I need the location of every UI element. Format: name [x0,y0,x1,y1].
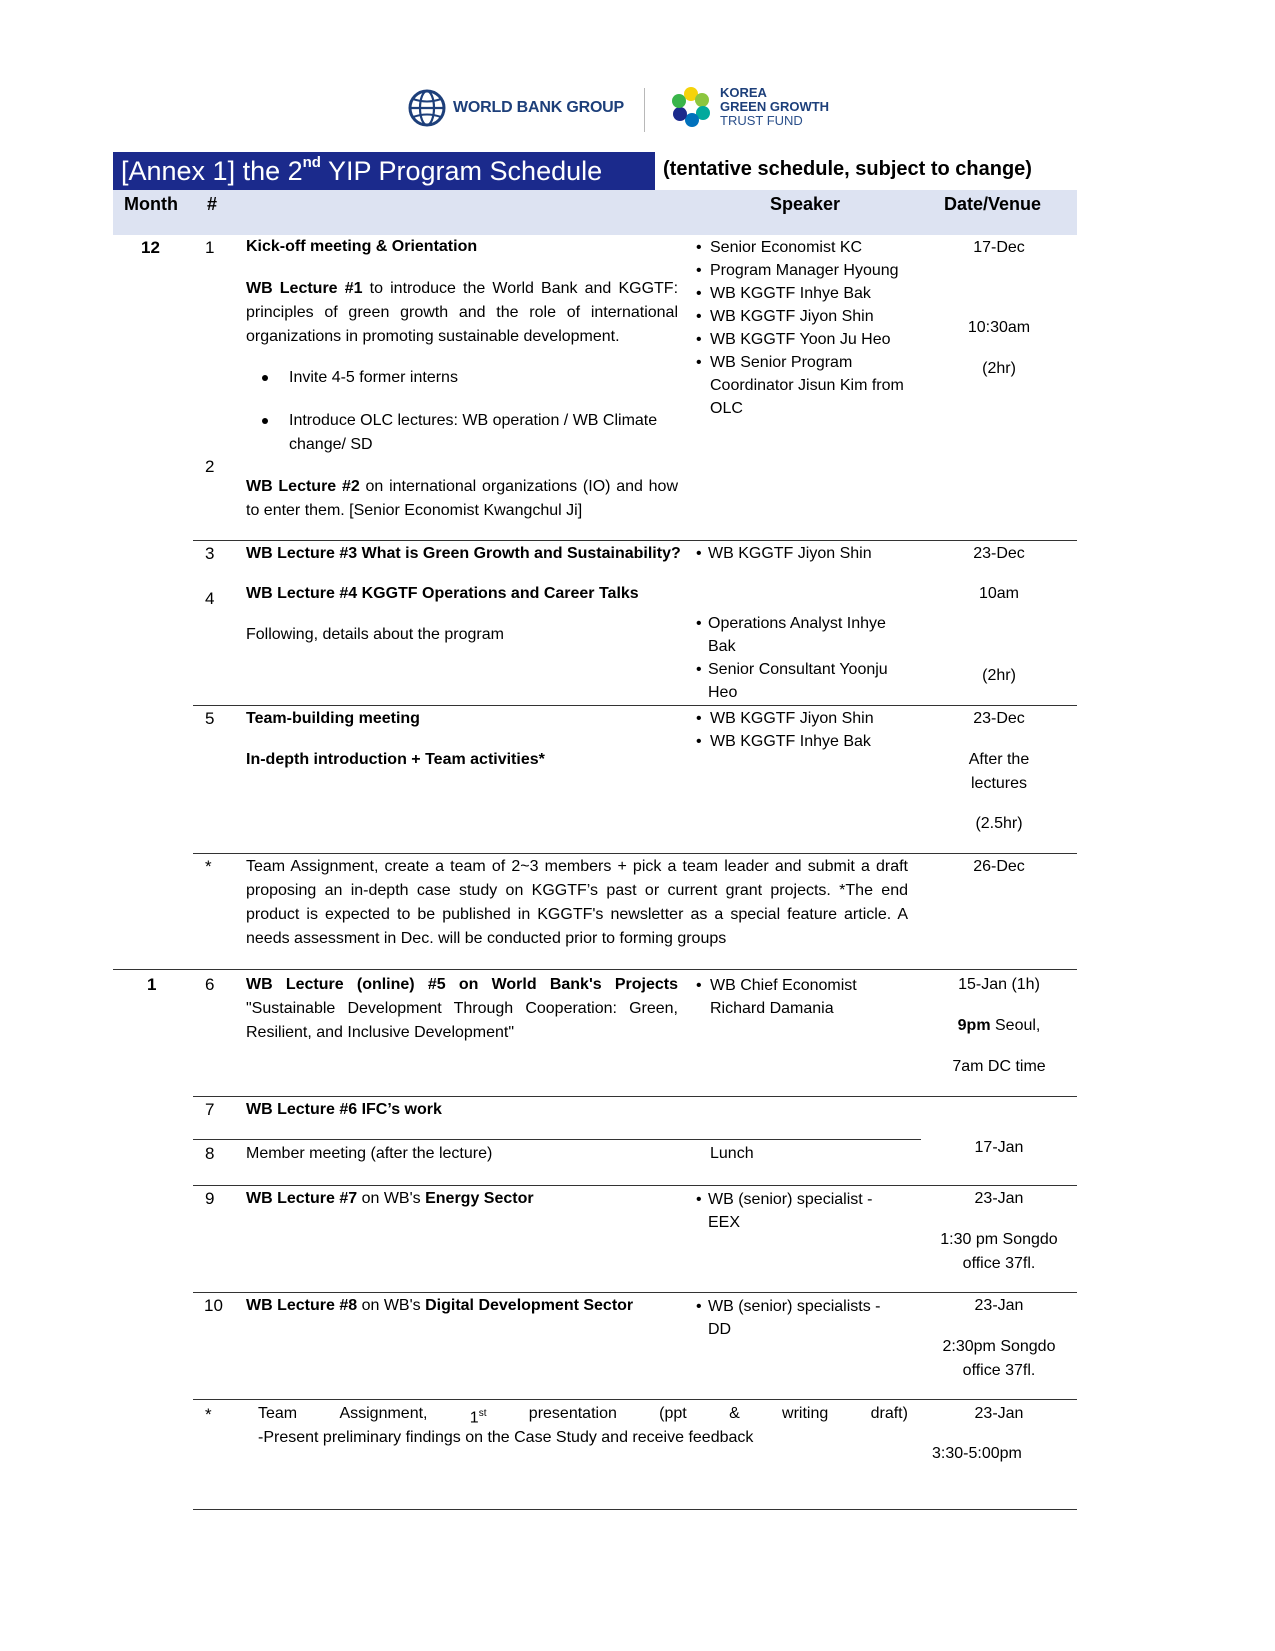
date-26-dec: 26-Dec [973,858,1025,875]
row-num-3: 3 [205,544,215,563]
table-bottom-rule [193,1509,1077,1510]
word-1st: 1st [469,1408,487,1427]
lecture-5-desc [246,973,678,1045]
date-17-dec: 17-Dec [973,239,1025,256]
time-after-lectures: After the lectures [968,751,1030,792]
time-330-500: 3:30-5:00pm [932,1445,1022,1462]
lecture-8-bold: WB Lecture #8 [246,1297,358,1314]
logo-divider [644,88,645,132]
header-month: Month [124,194,178,214]
word: draft) [870,1405,908,1422]
row-num-10: 10 [204,1296,223,1315]
row-divider [193,1399,1077,1400]
row-divider [193,1139,921,1140]
speaker-item: WB KGGTF Yoon Ju Heo [710,331,891,348]
kggtf-logo-line-1: KOREA [720,85,767,100]
venue-songdo-230: 2:30pm Songdo office 37fl. [942,1338,1056,1379]
speaker-item: WB Senior Program Coordinator Jisun Kim from OLC [710,354,904,417]
page-subtitle: (tentative schedule, subject to change) [663,158,1032,180]
speaker-item: WB KGGTF Jiyon Shin [708,545,872,562]
page-title [113,152,655,190]
row-num-8: 8 [205,1144,215,1163]
lunch-label: Lunch [710,1145,754,1162]
row-num-4: 4 [205,589,215,608]
speaker-lecture-8: • WB (senior) specialists -DD [696,1295,896,1341]
row-num-7: 7 [205,1100,215,1119]
duration-2hr: (2hr) [982,667,1016,684]
lecture-6-title: WB Lecture #6 IFC’s work [246,1101,442,1118]
lecture-1-desc [246,277,678,349]
time-1030: 10:30am [967,319,1031,336]
header-date: Date/Venue [944,194,1042,214]
time-dc: 7am DC time [952,1058,1046,1075]
world-bank-logo-text: WORLD BANK GROUP [453,99,625,116]
word: presentation [528,1405,617,1422]
row-num-6: 6 [205,975,215,994]
time-seoul: Seoul, [990,1017,1041,1034]
row-divider [193,705,1077,706]
time-9pm-seoul [924,1014,1074,1038]
month-12: 12 [141,238,160,257]
globe-icon [407,88,447,128]
speaker-item: Program Manager Hyoung [710,262,899,279]
lecture-8-title [246,1294,633,1318]
lecture-7-bold: WB Lecture #7 [246,1190,358,1207]
speaker-item: WB KGGTF Inhye Bak [710,733,871,750]
row-num-2: 2 [205,457,215,476]
speaker-item: WB KGGTF Inhye Bak [710,285,871,302]
member-meeting: Member meeting (after the lecture) [246,1145,493,1162]
lecture-5-bold: WB Lecture (online) #5 on World Bank's Projects [246,976,678,993]
speaker-item: Senior Consultant Yoonju Heo [708,661,888,701]
lecture-2-bold: WB Lecture #2 [246,478,360,495]
table-header [113,190,1077,235]
kggtf-flower-icon [668,84,714,130]
speaker-item: WB (senior) specialist -EEX [708,1191,873,1231]
row-divider [193,1096,1077,1097]
time-10am: 10am [978,585,1020,602]
word: (ppt [659,1405,687,1422]
lecture-1-bold: WB Lecture #1 [246,280,363,297]
lecture-8-mid: on WB's [357,1297,426,1314]
title-suffix: YIP Program Schedule [320,156,603,186]
speaker-item: WB KGGTF Jiyon Shin [710,308,874,325]
date-23-dec: 23-Dec [973,710,1025,727]
row-num-star: * [205,857,212,876]
team-building-sub: In-depth introduction + Team activities* [246,751,545,768]
lecture-5-rest: "Sustainable Development Through Cooperation: Green, Resilient, and Inclusive Development" [246,1000,678,1041]
kggtf-logo-line-3: TRUST FUND [720,113,803,128]
kggtf-logo-line-2: GREEN GROWTH [720,99,830,114]
header-speaker: Speaker [770,194,841,214]
speaker-lecture-3: • WB KGGTF Jiyon Shin [696,542,910,565]
row-num-9: 9 [205,1189,215,1208]
row-divider [193,540,1077,541]
date-15-jan: 15-Jan (1h) [958,976,1040,993]
speaker-lecture-5: • WB Chief Economist Richard Damania [696,974,896,1020]
header-num: # [207,194,218,214]
bullet-former-interns-text: Invite 4-5 former interns [289,369,458,386]
team-assignment-text: Team Assignment, create a team of 2~3 members + pick a team leader and submit a draft proposing an in-depth case study on KGGTF’s past or current grant projects. *The end product is expected to be published in KGGTF's newsletter as a special feature article. A needs assessment in Dec. will be conducted prior to forming groups [246,858,908,947]
speaker-lecture-7: • WB (senior) specialist -EEX [696,1188,886,1234]
speakers-lecture-4: • Operations Analyst Inhye Bak • Senior Consultant Yoonju Heo [696,612,910,704]
word: & [729,1405,740,1422]
time-9pm: 9pm [957,1017,991,1034]
month-1: 1 [147,975,157,994]
venue-songdo-130: 1:30 pm Songdo office 37fl. [940,1231,1058,1272]
row-divider [193,853,1077,854]
speaker-item: Operations Analyst Inhye Bak [708,615,886,655]
speaker-item: WB Chief Economist Richard Damania [710,977,857,1017]
lecture-2-desc [246,475,678,523]
kickoff-title: Kick-off meeting & Orientation [246,238,478,255]
following-details: Following, details about the program [246,626,504,643]
lecture-2-rest: on international organizations (IO) and how to enter them. [Senior Economist Kwangchul Ji] [246,478,679,519]
row-num-star: * [205,1405,212,1424]
team-building-title: Team-building meeting [246,710,420,727]
presentation-line-2: -Present preliminary findings on the Case Study and receive feedback [258,1429,754,1446]
title-prefix: [Annex 1] the 2 [121,156,303,186]
world-bank-logo [407,88,624,128]
duration-2-5hr: (2.5hr) [975,815,1023,832]
kggtf-logo [668,84,829,130]
word: writing [782,1405,829,1422]
speaker-item: WB (senior) specialists -DD [708,1298,881,1338]
speaker-item: WB KGGTF Jiyon Shin [710,710,874,727]
word: Team [258,1405,298,1422]
date-23-dec: 23-Dec [973,545,1025,562]
lecture-7-sector: Energy Sector [425,1190,534,1207]
lecture-1-rest: to introduce the World Bank and KGGTF: principles of green growth and the role of international organizations in promoting sustainable development. [246,280,679,345]
date-23-jan: 23-Jan [974,1405,1024,1422]
speakers-list-1: • Senior Economist KC • Program Manager Hyoung • WB KGGTF Inhye Bak • WB KGGTF Jiyon Shin • WB KGGTF Yoon Ju Heo • WB Senior Program Coordinator Jisun Kim from OLC [696,236,916,420]
title-sup: nd [302,154,321,171]
word: Assignment, [339,1405,428,1422]
row-divider [193,1292,1077,1293]
row-num-1: 1 [205,238,215,257]
row-divider [193,1185,1077,1186]
speakers-team-building: • WB KGGTF Jiyon Shin • WB KGGTF Inhye Bak [696,707,916,753]
lecture-3-title: WB Lecture #3 What is Green Growth and Sustainability? [246,545,681,562]
row-num-5: 5 [205,709,215,728]
duration-2hr: (2hr) [982,360,1016,377]
lecture-7-mid: on WB's [357,1190,426,1207]
date-23-jan: 23-Jan [974,1190,1024,1207]
month-divider [113,969,1077,970]
bullet-olc-text: Introduce OLC lectures: WB operation / WB Climate change/ SD [289,412,658,453]
lecture-4-title: WB Lecture #4 KGGTF Operations and Career Talks [246,585,639,602]
lecture-7-title [246,1187,534,1211]
lecture-8-sector: Digital Development Sector [425,1297,634,1314]
date-23-jan: 23-Jan [974,1297,1024,1314]
date-17-jan: 17-Jan [974,1139,1024,1156]
speaker-item: Senior Economist KC [710,239,863,256]
